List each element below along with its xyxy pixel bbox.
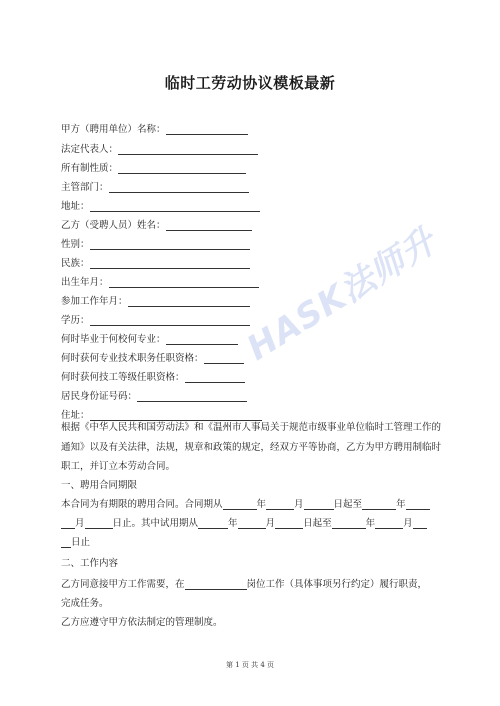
section2-line3: 乙方应遵守甲方依法制定的管理制度。 <box>61 617 223 628</box>
blank-line <box>332 518 366 529</box>
field-blank-line <box>185 372 245 383</box>
document-title: 临时工劳动协议模板最新 <box>164 74 336 92</box>
field-label: 主管部门： <box>61 182 109 193</box>
field-label: 何时获何技工等级任职资格： <box>61 372 185 383</box>
field-blank-line <box>118 163 246 174</box>
field-blank-line <box>166 220 252 231</box>
text: 月 <box>265 518 276 529</box>
blank-line <box>85 518 113 529</box>
field-label: 参加工作年月： <box>61 296 128 307</box>
section2-line1 <box>61 578 427 592</box>
field-label: 乙方（受聘人员）姓名： <box>61 220 166 231</box>
field-label: 出生年月： <box>61 277 109 288</box>
blank-line <box>223 499 257 510</box>
form-field <box>61 238 250 252</box>
field-label: 何时获何专业技术职务任职资格： <box>61 353 204 364</box>
section2-heading: 二、工作内容 <box>61 558 119 569</box>
field-blank-line <box>204 353 244 364</box>
form-field <box>61 143 258 157</box>
text: 年 <box>365 518 376 529</box>
blank-line <box>413 518 427 529</box>
field-blank-line <box>90 315 250 326</box>
form-field <box>61 200 260 214</box>
blank-line <box>185 579 247 590</box>
field-blank-line <box>109 277 259 288</box>
text: 日止 <box>71 537 91 548</box>
section2-line2: 完成任务。 <box>61 598 109 609</box>
form-field <box>61 314 250 328</box>
blank-line <box>198 518 228 529</box>
text: 月 <box>294 499 304 510</box>
field-blank-line <box>166 334 238 345</box>
text: 年 <box>256 499 267 510</box>
field-blank-line <box>128 296 250 307</box>
form-field <box>61 276 259 290</box>
intro-paragraph: 根据《中华人民共和国劳动法》和《温州市人事局关于规范市级事业单位临时工管理工作的通知》以及有关法律，法规，规章和政策的规定，经双方平等协商，乙方为甲方聘用制临时职工，并订立本劳动合同。 <box>61 422 442 472</box>
form-field <box>61 219 252 233</box>
field-label: 民族： <box>61 258 90 269</box>
form-field <box>61 257 250 271</box>
text: 月 <box>403 518 413 529</box>
blank-line <box>61 537 71 548</box>
section1-line1 <box>61 498 430 512</box>
text: 本合同为有期限的聘用合同。合同期从 <box>61 499 223 510</box>
watermark-logo: HASK法师升 <box>240 221 444 369</box>
form-field <box>61 333 238 347</box>
field-blank-line <box>90 258 250 269</box>
field-label: 法定代表人： <box>61 144 119 155</box>
field-label: 居民身份证号码： <box>61 391 138 402</box>
form-field <box>61 162 246 176</box>
blank-line <box>362 499 396 510</box>
field-label: 学历： <box>61 315 90 326</box>
field-label: 住址： <box>61 410 90 421</box>
field-blank-line <box>137 391 247 402</box>
field-label: 甲方（聘用单位）名称： <box>61 124 166 135</box>
blank-line <box>304 499 334 510</box>
field-blank-line <box>90 239 250 250</box>
text: 乙方同意接甲方工作需要，在 <box>61 579 185 590</box>
field-blank-line <box>90 201 260 212</box>
form-field <box>61 352 244 366</box>
blank-line <box>375 518 403 529</box>
section1-heading: 一、聘用合同期限 <box>61 480 138 491</box>
form-field <box>61 181 249 195</box>
form-field <box>61 123 248 137</box>
form-field <box>61 371 245 385</box>
field-label: 何时毕业于何校何专业： <box>61 334 166 345</box>
form-field <box>61 390 247 404</box>
text: 岗位工作（具体事项另行约定）履行职责， <box>246 579 428 590</box>
section1-line3 <box>61 536 90 550</box>
blank-line <box>406 499 430 510</box>
field-label: 地址： <box>61 201 90 212</box>
field-label: 所有制性质： <box>61 163 119 174</box>
field-blank-line <box>118 144 258 155</box>
blank-line <box>275 518 303 529</box>
text: 年 <box>228 518 238 529</box>
text: 日起至 <box>303 518 332 529</box>
blank-line <box>61 518 75 529</box>
section1-line2 <box>61 517 427 531</box>
field-label: 性别： <box>61 239 90 250</box>
text: 月 <box>75 518 85 529</box>
form-field <box>61 295 250 309</box>
blank-line <box>266 499 294 510</box>
page-footer: 第 1 页 共 4 页 <box>225 661 275 669</box>
text: 日起至 <box>333 499 363 510</box>
blank-line <box>238 518 266 529</box>
field-blank-line <box>166 124 248 135</box>
text: 日止。其中试用期从 <box>112 518 199 529</box>
field-blank-line <box>109 182 249 193</box>
text: 年 <box>396 499 406 510</box>
